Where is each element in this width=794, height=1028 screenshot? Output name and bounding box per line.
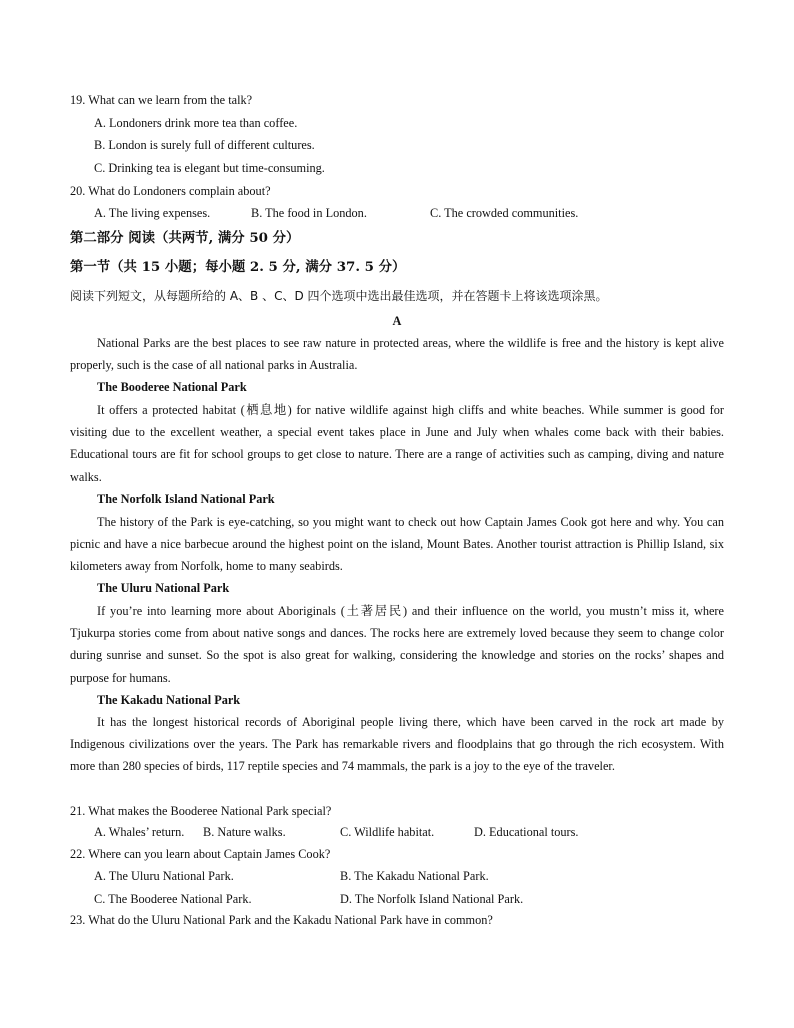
question-21-stem: 21. What makes the Booderee National Park special? xyxy=(70,804,332,818)
question-20-stem: 20. What do Londoners complain about? xyxy=(70,184,271,198)
question-20-option-b: B. The food in London. xyxy=(251,206,367,220)
question-22-stem: 22. Where can you learn about Captain James Cook? xyxy=(70,847,331,861)
park-text-kakadu: It has the longest historical records of Aboriginal people living there, which have been carved in the rock art made by Indigenous civilizations over the years. The Park has remarkable rivers and floodplains that go through the rich ecosystem. With more than 280 species of birds, 117 reptile species and 74 mammals, the park is a joy to the eye of the traveler. xyxy=(70,715,724,774)
question-20-option-c: C. The crowded communities. xyxy=(430,206,579,220)
park-heading-kakadu: The Kakadu National Park xyxy=(97,693,241,707)
park-text-booderee: It offers a protected habitat (栖息地) for native wildlife against high cliffs and white beaches. While summer is good for visiting due to the excellent weather, a special event takes place in June and July when whales come back with their babies. Educational tours are fit for school groups to get close to nature. There are a range of activities such as camping, diving and nature walks. xyxy=(70,403,724,484)
question-21-option-c: C. Wildlife habitat. xyxy=(340,825,435,839)
question-22-option-d: D. The Norfolk Island National Park. xyxy=(340,892,524,906)
park-text-uluru: If you’re into learning more about Aboriginals (土著居民) and their influence on the world, you mustn’t miss it, where Tjukurpa stories come from about native songs and dances. The rocks here are extremely loved because they seem to change color during sunrise and sunset. So the spot is also great for walking, considering the knowledge and stories on the rocks’ shapes and purpose for humans. xyxy=(70,604,724,685)
question-22-option-a: A. The Uluru National Park. xyxy=(94,869,234,883)
question-19-option-b: B. London is surely full of different cultures. xyxy=(94,138,315,152)
question-21-option-a: A. Whales’ return. xyxy=(94,825,185,839)
question-21-option-d: D. Educational tours. xyxy=(474,825,579,839)
park-text-norfolk: The history of the Park is eye-catching, so you might want to check out how Captain James Cook got here and why. You can picnic and have a nice barbecue around the highest point on the island, Mount Bates. Another tourist attraction is Phillip Island, six kilometers away from Norfolk, home to many seabirds. xyxy=(70,515,724,574)
question-20-option-a: A. The living expenses. xyxy=(94,206,211,220)
park-heading-uluru: The Uluru National Park xyxy=(97,581,230,595)
question-22-option-b: B. The Kakadu National Park. xyxy=(340,869,489,883)
passage-intro: National Parks are the best places to see raw nature in protected areas, where the wildlife is free and the history is kept alive properly, such is the case of all national parks in Australia. xyxy=(70,336,724,373)
question-23-stem: 23. What do the Uluru National Park and the Kakadu National Park have in common? xyxy=(70,913,493,927)
question-22-option-c: C. The Booderee National Park. xyxy=(94,892,252,906)
park-heading-norfolk: The Norfolk Island National Park xyxy=(97,492,275,506)
question-19-stem: 19. What can we learn from the talk? xyxy=(70,93,253,107)
part-two-title: 第二部分 阅读（共两节, 满分 50 分） xyxy=(70,230,300,246)
question-21-option-b: B. Nature walks. xyxy=(203,825,286,839)
question-19-option-c: C. Drinking tea is elegant but time-consuming. xyxy=(94,161,325,175)
section-one-title: 第一节（共 15 小题；每小题 2. 5 分, 满分 37. 5 分） xyxy=(70,259,406,275)
reading-instructions: 阅读下列短文，从每题所给的 A、B 、C、D 四个选项中选出最佳选项，并在答题卡上将该选项涂黑。 xyxy=(70,289,608,303)
question-19-option-a: A. Londoners drink more tea than coffee. xyxy=(94,116,298,130)
park-heading-booderee: The Booderee National Park xyxy=(97,380,247,394)
passage-label: A xyxy=(392,314,402,328)
